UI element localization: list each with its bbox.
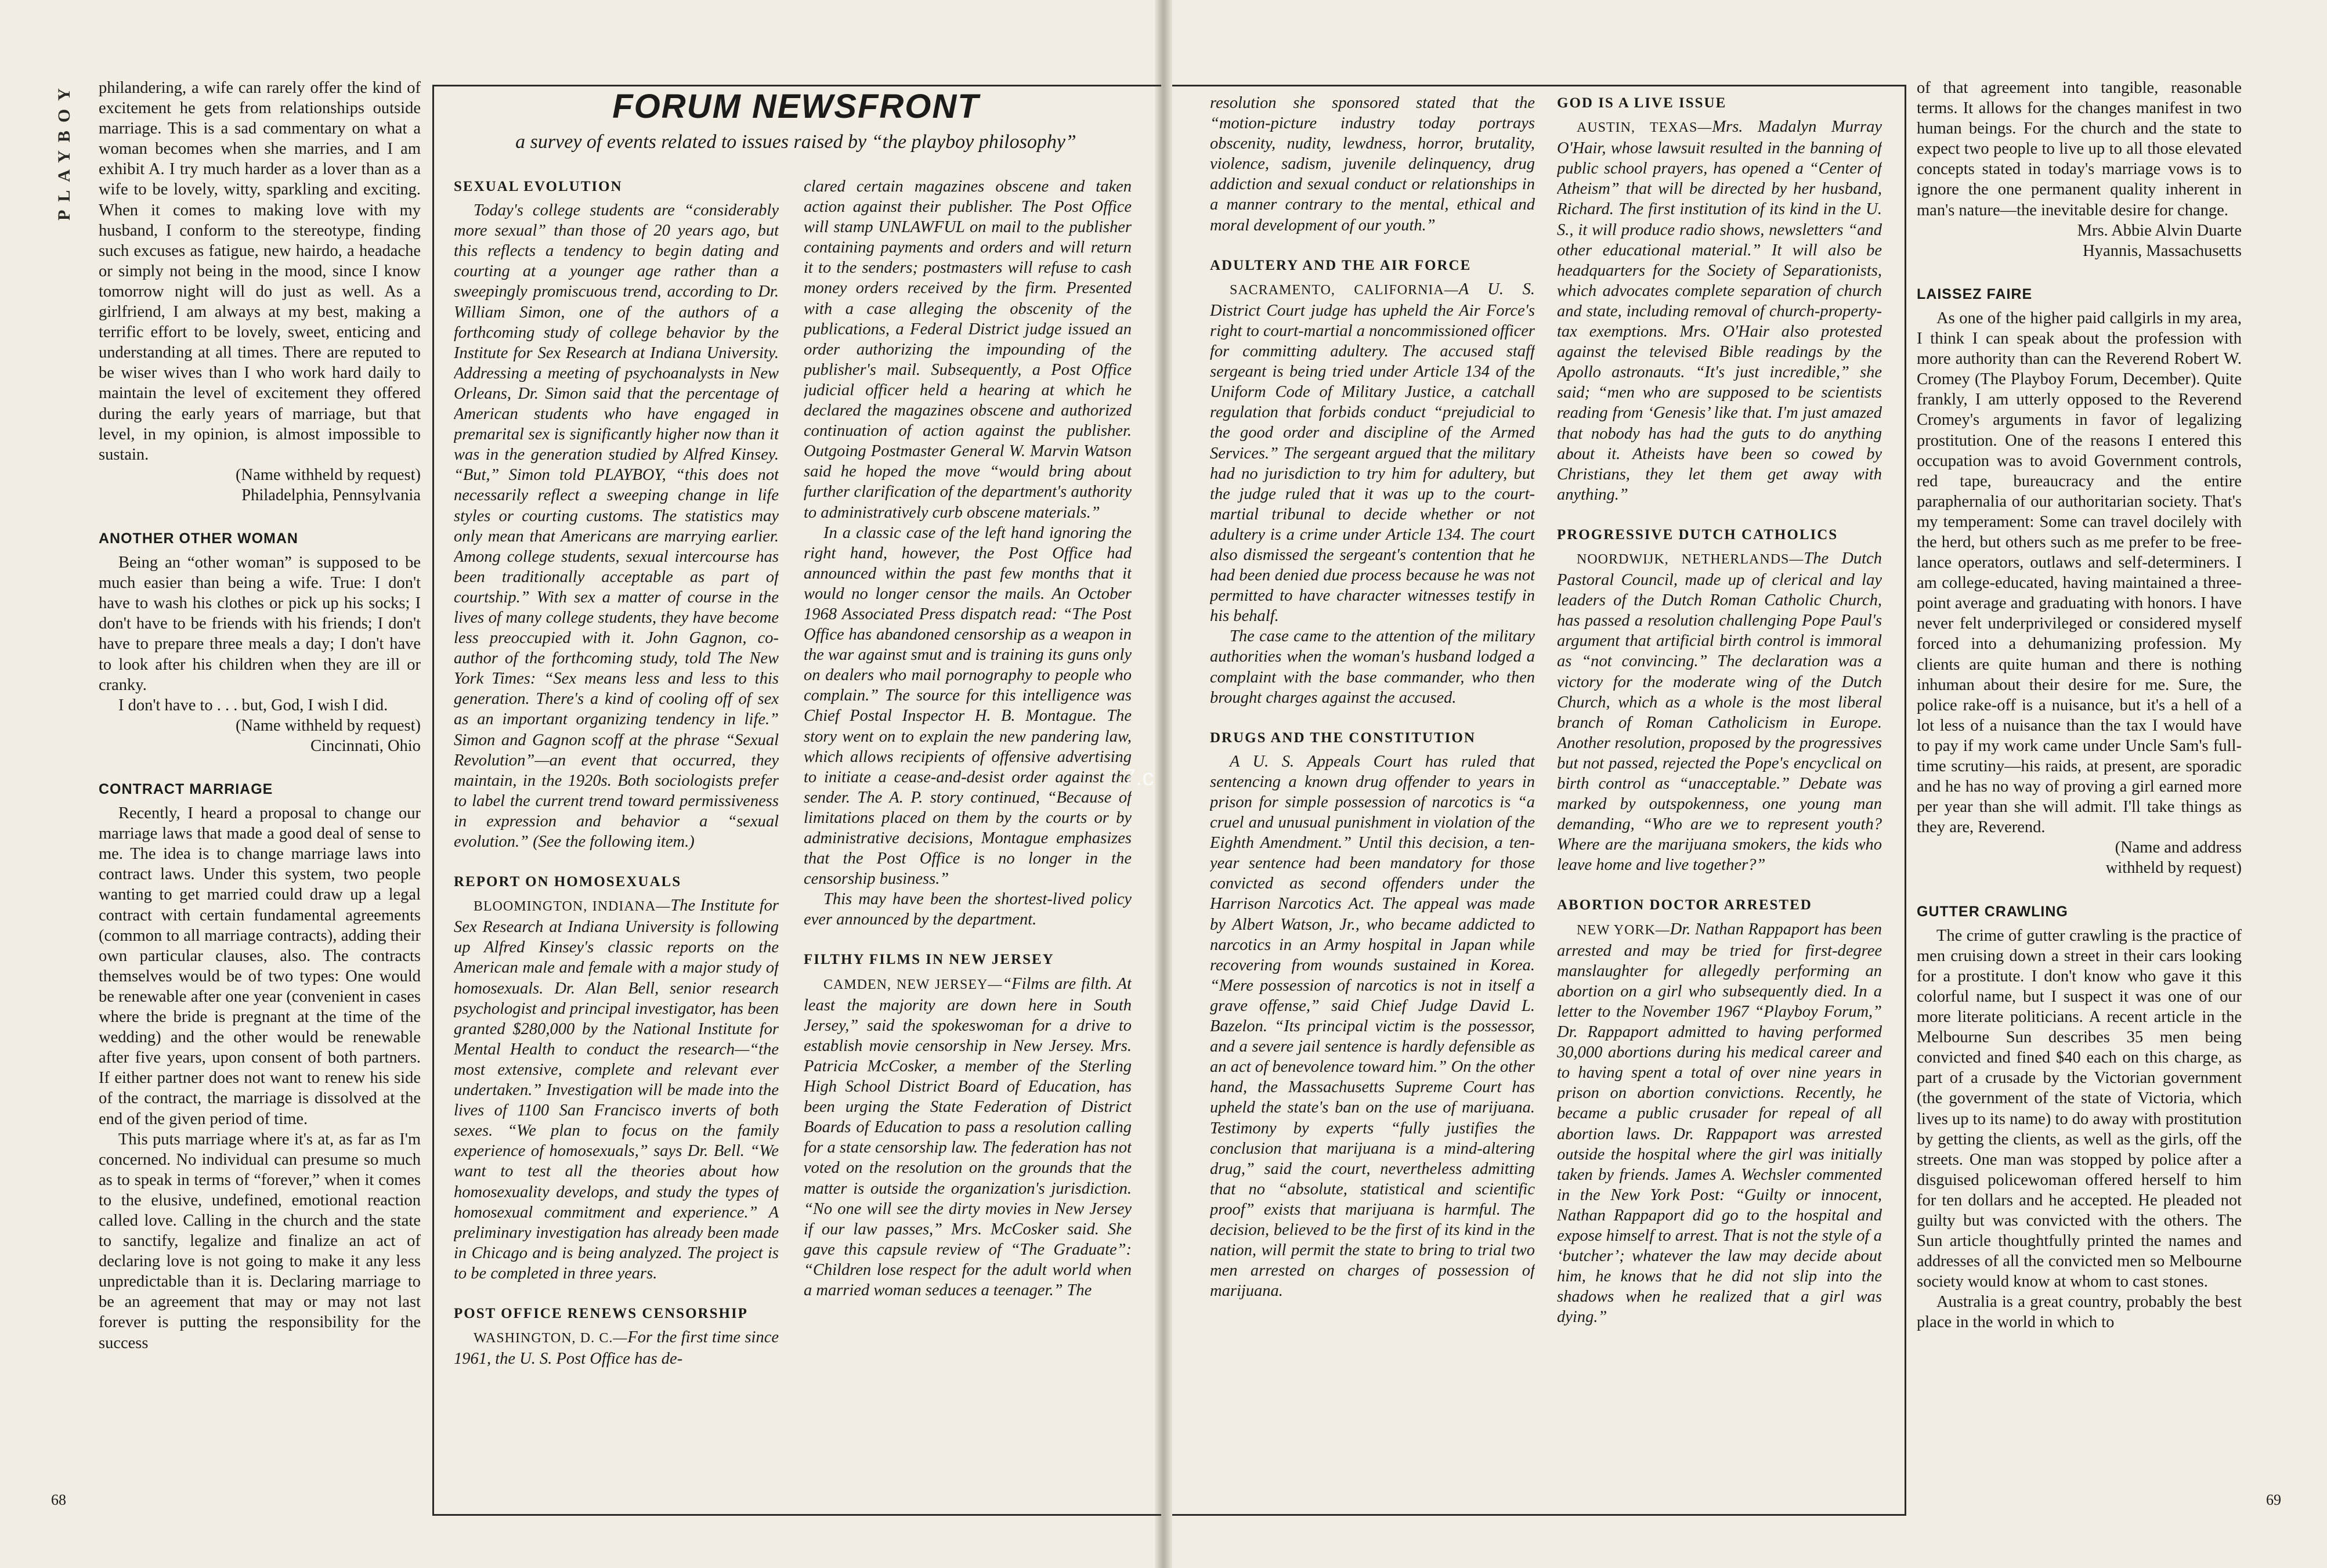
magazine-brand: PLAYBOY (55, 80, 74, 221)
letter-heading: ANOTHER OTHER WOMAN (99, 530, 298, 547)
news-text: This may have been the shortest-lived policy ever announced by the department. (804, 890, 1132, 929)
letter-signature: (Name and address (2115, 839, 2242, 857)
news-dateline: NEW YORK— (1577, 922, 1670, 938)
news-text: Mrs. Madalyn Murray O'Hair, whose lawsuit resulted in the banning of public school prayers, has opened a “Center of Atheism” that will be directed by her husband, Richard. The first institution of its kind in the U. S., it will produce radio shows, newsletters “and other educational material.” It will also be headquarters for the Society of Separationists, which advocates complete separation of church and state, including removal of church-property-tax exemptions. Mrs. O'Hair also protested against the televised Bible readings by the Apollo astronauts. “It's just incredible,” she said; “men who are supposed to be scientists reading from ‘Genesis’ like that. I'm just amazed that nobody has had the guts to do anything about it. Atheists have been so cowed by Christians, they let them get away with anything.” (1557, 118, 1882, 504)
news-heading: SEXUAL EVOLUTION (454, 179, 623, 194)
news-text: In a classic case of the left hand ignoring the right hand, however, the Post Office had announced within the past few months that it would no longer censor the mails. An October 1968 Associated Press dispatch read: “The Post Office has abandoned censorship as a weapon in the war against smut and is training its guns only on dealers who mail pornography to people who complain.” The source for this intelligence was Chief Postal Inspector H. B. Montague. The story went on to explain the new pandering law, which allows recipients of offensive advertising to initiate a cease-and-desist order against the sender. The A. P. story continued, “Because of limitations placed on them by the courts or by administrative decisions, Montague emphasizes that the Post Office is no longer in the censorship business.” (804, 523, 1132, 888)
news-heading: DRUGS AND THE CONSTITUTION (1210, 729, 1476, 746)
letters-column-1 (99, 78, 421, 1517)
news-text: Dr. Nathan Rappaport has been arrested and may be tried for first-degree manslaughter for allegedly performing an abortion on a girl who subsequently died. In a letter to the November 1967 “Playboy Forum,” Dr. Rappaport admitted to having performed 30,000 abortions during his medical career and to having spent a total of over nine years in prison on abortion convictions. Recently, he became a public crusader for repeal of all abortion laws. Dr. Rappaport was arrested outside the hospital where the girl was initially taken by friends. James A. Wechsler commented in the New York Post: “Guilty or innocent, Nathan Rappaport did go to the hospital and expose himself to arrest. That is not the style of a ‘butcher’; whatever the law may decide about him, he knows that he did not slip into the shadows when he realized that a girl was dying.” (1557, 920, 1882, 1327)
page-number-right: 69 (2266, 1491, 2281, 1508)
letter-location: Hyannis, Massachusetts (2083, 241, 2242, 260)
newsfront-column-1 (454, 176, 779, 1511)
news-text: clared certain magazines obscene and taken action against their publisher. The Post Office will stamp UNLAWFUL on mail to the publisher containing payments and orders and will return it to the senders; postmasters will refuse to cash money orders received by the firm. Presented with a case alleging the obscenity of the publications, a Federal District judge issued an order authorizing the impounding of the publisher's mail. Subsequently, a Post Office judicial officer held a hearing at which he declared the magazines obscene and authorized continuation of action against the publisher. Outgoing Postmaster General W. Marvin Watson said he hoped the move “would bring about further clarification of the department's authority to administratively curb obscene materials.” (804, 178, 1132, 522)
letter-heading: LAISSEZ FAIRE (1917, 286, 2033, 302)
newsfront-column-3 (1210, 93, 1535, 1509)
letters-column-2 (1917, 78, 2242, 1517)
news-dateline: SACRAMENTO, CALIFORNIA— (1230, 282, 1459, 298)
news-heading: PROGRESSIVE DUTCH CATHOLICS (1557, 526, 1838, 543)
page-number-left: 68 (51, 1491, 66, 1508)
letter-heading: CONTRACT MARRIAGE (99, 781, 273, 797)
letter-text: Australia is a great country, probably the best place in the world in which to (1917, 1293, 2242, 1332)
news-text: For the first time since 1961, the U. S. Post Office has de- (454, 1328, 779, 1368)
letter-text: philandering, a wife can rarely offer the kind of excitement he gets from relationships outside marriage. This is a sad commentary on what a woman becomes when she marries, and I am exhibit A. I try much harder as a lover than as a wife to be lovely, witty, sparkling and exciting. When it comes to making love with my husband, I conform to the stereotype, finding such excuses as fatigue, new hairdo, a headache or simply not being in the mood, since I know tomorrow night will do just as well. As a girlfriend, I am always at my best, making a terrific effort to be lovely, sweet, enticing and understanding at all times. There are reputed to be wiser wives than I who work hard daily to maintain the level of excitement they offered during the early years of marriage, but that level, in my opinion, is almost impossible to sustain. (99, 79, 421, 464)
news-text: The Institute for Sex Research at Indiana University is following up Alfred Kinsey's classic reports on the American male and female with a major study of homosexuals. Dr. Alan Bell, senior research psychologist and principal investigator, has been granted $280,000 by the National Institute for Mental Health to conduct the research—“the most extensive, complete and relevant ever undertaken.” Investigation will be made into the lives of 1100 San Francisco inverts of both sexes. “We plan to focus on the family experience of homosexuals,” says Dr. Bell. “We want to test all the theories about how homosexuality develops, and study the types of homosexual commitment and experience.” A preliminary investigation has already been made in Chicago and is being analyzed. The project is to be completed in three years. (454, 897, 779, 1282)
letter-signature: (Name withheld by request) (236, 465, 421, 484)
newsfront-column-2 (804, 176, 1132, 1511)
news-heading: ADULTERY AND THE AIR FORCE (1210, 257, 1472, 273)
news-dateline: NOORDWIJK, NETHERLANDS— (1577, 551, 1804, 567)
letter-location: Cincinnati, Ohio (310, 736, 421, 755)
letter-text: The crime of gutter crawling is the practice of men cruising down a street in their cars looking for a prostitute. I don't know who gave it this colorful name, but I suspect it was one of our more literate politicians. A recent article in the Melbourne Sun describes 35 men being convicted and fined $40 each on this charge, as part of a crusade by the Victorian government (the government of the state of Victoria, which lives up to its name) to do away with prostitution by getting the clients, as well as the girls, off the streets. One man was stopped by police after a disguised policewoman offered herself to him for ten dollars and he accepted. He pleaded not guilty but was convicted with the others. The Sun article thoughtfully printed the names and addresses of all the convicted men so Melbourne society would know at whom to cast stones. (1917, 926, 2242, 1291)
news-dateline: WASHINGTON, D. C.— (474, 1331, 628, 1346)
letter-text: Being an “other woman” is supposed to be much easier than being a wife. True: I don't have to wash his clothes or pick up his socks; I don't have to be friends with his friends; I don't have to prepare three meals a day; I don't have to look after his children when they are ill or cranky. (99, 554, 421, 694)
newsfront-title: FORUM NEWSFRONT (612, 88, 980, 125)
letter-heading: GUTTER CRAWLING (1917, 903, 2068, 920)
letter-text: of that agreement into tangible, reasonable terms. It allows for the changes manifest in two human beings. For the church and the state to expect two people to live up to all those elevated concepts stated in today's marriage vows is to ignore the one permanent quality inherent in man's nature—the inevitable desire for change. (1917, 79, 2242, 219)
news-text: The case came to the attention of the military authorities when the woman's husband lodged a complaint with the base commander, who then brought charges against the accused. (1210, 627, 1535, 707)
letter-text: This puts marriage where it's at, as far as I'm concerned. No individual can presume so much as to speak in terms of “forever,” when it comes to the elusive, undefined, emotional reaction called love. Calling in the church and the state to sanctify, legalize and finalize an act of declaring love is not going to make it any less unpredictable than it is. Declaring marriage to be an agreement that may or may not last forever is putting the responsibility for the success (99, 1130, 421, 1352)
news-dateline: AUSTIN, TEXAS— (1577, 120, 1712, 136)
letter-location: Philadelphia, Pennsylvania (241, 486, 421, 504)
news-dateline: CAMDEN, NEW JERSEY— (823, 977, 1003, 992)
news-heading: POST OFFICE RENEWS CENSORSHIP (454, 1305, 748, 1321)
newsfront-subtitle: a survey of events related to issues raised by “the playboy philosophy” (515, 131, 1076, 153)
news-heading: GOD IS A LIVE ISSUE (1557, 95, 1727, 111)
news-text: “Films are filth. At least the majority are down here in South Jersey,” said the spokeswoman for a drive to establish movie censorship in New Jersey. Mrs. Patricia McCosker, a member of the Sterling High School District Board of Education, has been urging the State Federation of District Boards of Education to pass a resolution calling for a state censorship law. The federation has not voted on the resolution on the grounds that the matter is outside the organization's jurisdiction. “No one will see the dirty movies in New Jersey if our law passes,” Mrs. McCosker said. She gave this capsule review of “The Graduate”: “Children lose respect for the adult world when a married woman seduces a teenager.” The (804, 974, 1132, 1299)
letter-text: I don't have to . . . but, God, I wish I did. (118, 696, 388, 714)
letter-text: Recently, I heard a proposal to change our marriage laws that made a good deal of sense to me. The idea is to change marriage laws into contract laws. Under this system, two people wanting to get married could draw up a legal contract with certain fundamental agreements (common to all marriage contracts), adding their own particular clauses, also. The contracts themselves would be of two types: One would be renewable after one year (convenient in cases where the bride is pregnant at the time of the wedding) and the other would be renewable after five years, upon consent of both partners. If either partner does not want to renew his side of the contract, the marriage is dissolved at the end of the given period of time. (99, 804, 421, 1128)
letter-location: withheld by request) (2105, 859, 2242, 877)
letter-text: As one of the higher paid callgirls in my area, I think I can speak about the profession with more authority than can the Reverend Robert W. Cromey (The Playboy Forum, December). Quite frankly, I am utterly opposed to the Reverend Cromey's arguments in favor of legalizing prostitution. One of the reasons I entered this occupation was to avoid Government controls, red tape, bureaucracy and the entire paraphernalia of our authoritarian society. That's my temperament: Some can travel docilely with the herd, but others such as me prefer to be free-lance operators, outlaws and self-determiners. I am college-educated, having maintained a three-point average and graduating with honors. I have never felt underprivileged or considered myself forced into a dehumanizing profession. My clients are quite human and there is nothing inhuman about their desire for me. Sure, the police rake-off is a nuisance, but it's a hell of a lot less of a nuisance than the tax I would have to pay if my work came under Uncle Sam's full-time scrutiny—his raids, at present, are sporadic and he has no way of proving a girl earned more per year than she will admit. I'll take things as they are, Reverend. (1917, 309, 2242, 837)
news-text: Today's college students are “considerably more sexual” than those of 20 years ago, but this reflects a tendency to begin dating and courting at a younger age rather than a sweepingly promiscuous trend, according to Dr. William Simon, one of the authors of a forthcoming study of college behavior by the Institute for Sex Research at Indiana University. Addressing a meeting of psychoanalysts in New Orleans, Dr. Simon said that the percentage of American students who have engaged in premarital sex is significantly higher now than it was in the generation studied by Alfred Kinsey. “But,” Simon told PLAYBOY, “this does not necessarily reflect a sweeping change in life styles or courting customs. The statistics may only mean that Americans are marrying earlier. Among college students, sexual intercourse has been traditionally acceptable as part of courtship.” With sex a matter of course in the lives of many college students, they have become less preoccupied with it. John Gagnon, co-author of the forthcoming study, told The New York Times: “Sex means less and less to this generation. There's a kind of cooling off of sex as an important organizing tendency in life.” Simon and Gagnon scoff at the phrase “Sexual Revolution”—an event that occurred, they maintain, in the 1920s. Both sociologists prefer to label the current trend toward permissiveness in expression and behavior a “sexual evolution.” (See the following item.) (454, 201, 779, 851)
news-heading: FILTHY FILMS IN NEW JERSEY (804, 952, 1054, 968)
newsfront-column-4 (1557, 93, 1882, 1509)
news-heading: ABORTION DOCTOR ARRESTED (1557, 897, 1812, 913)
news-heading: REPORT ON HOMOSEXUALS (454, 874, 682, 890)
news-text: resolution she sponsored stated that the “motion-picture industry today portrays obscenity, nudity, lewdness, horror, brutality, violence, sadism, juvenile delinquency, drug addiction and sexual conduct or relationships in a manner contrary to the mental, ethical and moral development of our youth.” (1210, 94, 1535, 234)
news-text: A U. S. Appeals Court has ruled that sentencing a known drug offender to years in prison for simple possession of narcotics is “a cruel and unusual punishment in violation of the Eighth Amendment.” Until this decision, a ten-year sentence had been mandatory for those convicted as second offenders under the Harrison Narcotics Act. The appeal was made by Albert Watson, Jr., who became addicted to narcotics in an Army hospital in Japan while recovering from wounds sustained in Korea. “Mere possession of narcotics is not in itself a grave offense,” said Chief Judge David L. Bazelon. “Its principal victim is the possessor, and a severe jail sentence is hardly defensible as an act of benevolence toward him.” On the other hand, the Massachusetts Supreme Court has upheld the state's ban on the use of marijuana. Testimony by experts “fully justifies the conclusion that marijuana is a mind-altering drug,” said the court, nevertheless admitting that no “absolute, statistical and scientific proof” exists that marijuana is harmful. The decision, believed to be the first of its kind in the nation, will permit the state to bring to trial two men arrested on charges of possession of marijuana. (1210, 752, 1535, 1300)
watermark-text: 7.c (1123, 765, 1154, 790)
letter-signature: (Name withheld by request) (236, 716, 421, 735)
news-text: The Dutch Pastoral Council, made up of clerical and lay leaders of the Dutch Roman Catholic Church, has passed a resolution challenging Pope Paul's argument that artificial birth control is immoral as “not convincing.” The declaration was a victory for the moderate wing of the Dutch Church, which as a whole is the most liberal branch of Roman Catholicism in Europe. Another resolution, proposed by the progressives but not passed, rejected the Pope's encyclical on birth control as “unacceptable.” Debate was marked by outspokenness, one young man demanding, “Who are we to represent youth? Where are the marijuana smokers, the kids who leave home and live together?” (1557, 549, 1882, 875)
news-text: A U. S. District Court judge has upheld the Air Force's right to court-martial a noncommissioned officer for committing adultery. The accused staff sergeant is being tried under Article 134 of the Uniform Code of Military Justice, a catchall regulation that forbids conduct “prejudicial to the good order and discipline of the Armed Services.” The sergeant argued that the military had no jurisdiction to try him for adultery, but the judge ruled that it was up to the court-martial tribunal to decide whether or not adultery is a crime under Article 134. The court also dismissed the sergeant's contention that he had been denied due process because he was not permitted to have character witnesses testify in his behalf. (1210, 280, 1535, 626)
letter-signature: Mrs. Abbie Alvin Duarte (2077, 221, 2242, 240)
news-dateline: BLOOMINGTON, INDIANA— (474, 899, 671, 915)
